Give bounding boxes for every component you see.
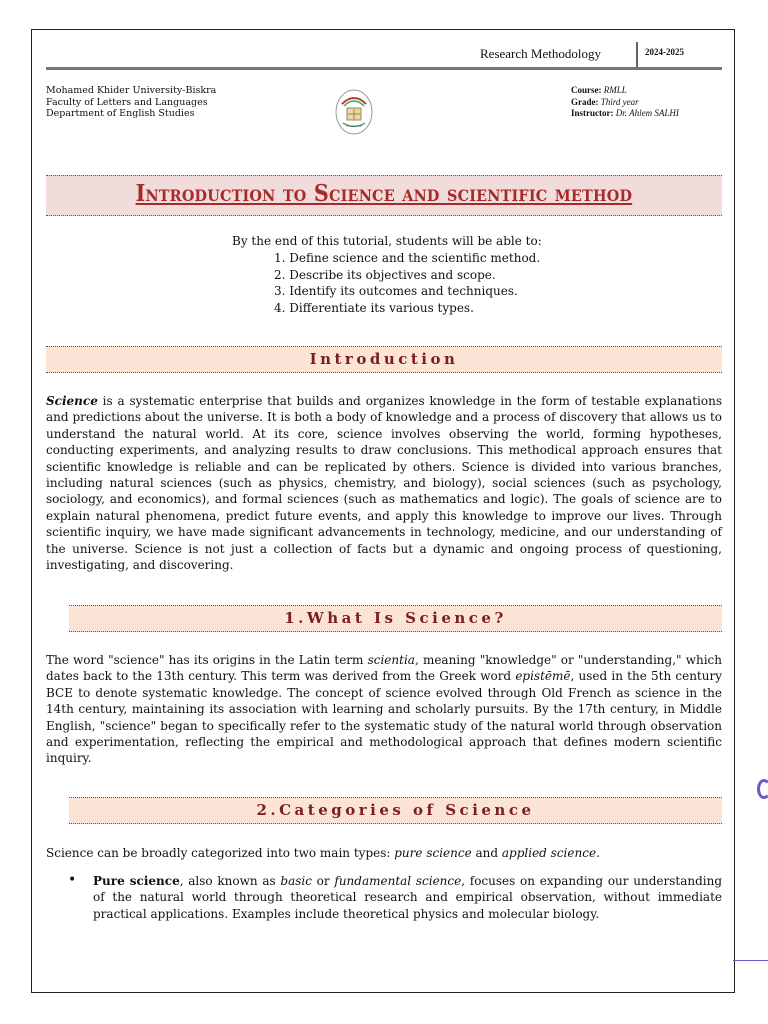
bullet-text-b: , focuses on expanding our understanding of the natural world through theoretical research and empirical observation, without immediate practical applications. Examples include theoretical physics and molecular biology. [93, 874, 723, 921]
science-term: Science [46, 394, 98, 408]
objectives-intro: By the end of this tutorial, students will be able to: [232, 234, 542, 248]
grade-row [571, 97, 679, 109]
objective-item: 1. Define science and the scientific method. [274, 251, 541, 265]
period-text: . [596, 846, 600, 860]
objectives-list [274, 250, 540, 316]
instructor-row [571, 108, 679, 120]
categories-intro-text: Science can be broadly categorized into two main types: [46, 846, 395, 860]
objective-item: 4. Differentiate its various types. [274, 300, 474, 315]
objective-item: 2. Describe its objectives and scope. [274, 267, 496, 282]
header-title: Research Methodology [480, 46, 601, 61]
basic-term: basic [280, 874, 312, 888]
categories-intro [46, 845, 722, 861]
section-heading-what-is-science [69, 605, 722, 632]
grade-value: Third year [600, 96, 639, 107]
bullet-term: Pure science [93, 874, 180, 888]
introduction-paragraph [46, 393, 722, 573]
wis-text-1: The word "science" has its origins in the Latin term [46, 653, 368, 667]
page-title: Introduction to Science and scientific method [135, 180, 633, 207]
course-value: RMLL [603, 85, 627, 95]
pure-science-term: pure science [394, 846, 472, 860]
bullet-icon: • [68, 872, 77, 888]
bullet-text-a: , also known as [179, 874, 281, 888]
header-divider [636, 42, 638, 68]
course-info [571, 85, 679, 120]
course-row [571, 85, 679, 97]
edge-decoration [757, 779, 768, 799]
and-text: and [471, 846, 502, 860]
fundamental-term: fundamental science [334, 874, 462, 888]
scientia-term: scientia [367, 653, 415, 667]
wis-text-3: , used in the 5th century BCE to denote systematic knowledge. The concept of science evolved through Old French as science in the 14th century, maintaining its association with learning and scholarly pursuits. By the 17th century, in Middle English, "science" began to specifically refer to the systematic study of the natural world through observation and experimentation, reflecting the empirical and methodological approach that defines modern scientific inquiry. [46, 669, 723, 766]
course-label: Course: [571, 85, 602, 95]
objective-item: 3. Identify its outcomes and techniques. [274, 284, 518, 298]
section-heading-text: Introduction [309, 350, 459, 368]
section-heading-categories [69, 797, 722, 824]
applied-science-term: applied science [501, 846, 597, 860]
section-heading-text: 1.What Is Science? [284, 609, 507, 627]
bullet-or: or [311, 874, 335, 888]
section-heading-introduction [46, 346, 722, 373]
section-heading-text: 2.Categories of Science [256, 801, 535, 819]
pure-science-bullet [93, 873, 722, 922]
header-year: 2024-2025 [645, 47, 684, 57]
episteme-term: epistēmē [515, 669, 571, 684]
institution-university: Mohamed Khider University-Biskra [46, 85, 217, 96]
grade-label: Grade: [571, 96, 599, 107]
what-is-science-paragraph [46, 652, 722, 767]
introduction-body: is a systematic enterprise that builds and organizes knowledge in the form of testable explanations and predictions about the universe. It is both a body of knowledge and a process of discovery that allows us to understand the natural world. At its core, science involves observing the world, forming hypotheses, conducting experiments, and analyzing results to draw conclusions. This methodical approach ensures that scientific knowledge is reliable and can be replicated by others. Science is divided into various branches, including natural sciences (such as physics, chemistry, and biology), social sciences (such as psychology, sociology, and economics), and formal sciences (such as mathematics and logic). The goals of science are to explain natural phenomena, predict future events, and apply this knowledge to improve our lives. Through scientific inquiry, we have made significant advancements in technology, medicine, and our understanding of the universe. Science is not just a collection of facts but a dynamic and ongoing process of questioning, investigating, and discovering. [46, 394, 722, 573]
header-rule [46, 67, 722, 70]
title-banner [46, 175, 722, 216]
institution-block [46, 85, 216, 120]
instructor-label: Instructor: [571, 108, 614, 118]
university-seal-icon [334, 88, 374, 136]
institution-faculty: Faculty of Letters and Languages [46, 96, 208, 108]
wis-text-2: , meaning "knowledge" or "understanding," which dates back to the 13th century. This term was derived from the Greek word [46, 653, 723, 684]
instructor-value: Dr. Ahlem SALHI [615, 108, 679, 118]
edge-line [733, 960, 768, 961]
institution-department: Department of English Studies [46, 108, 195, 119]
